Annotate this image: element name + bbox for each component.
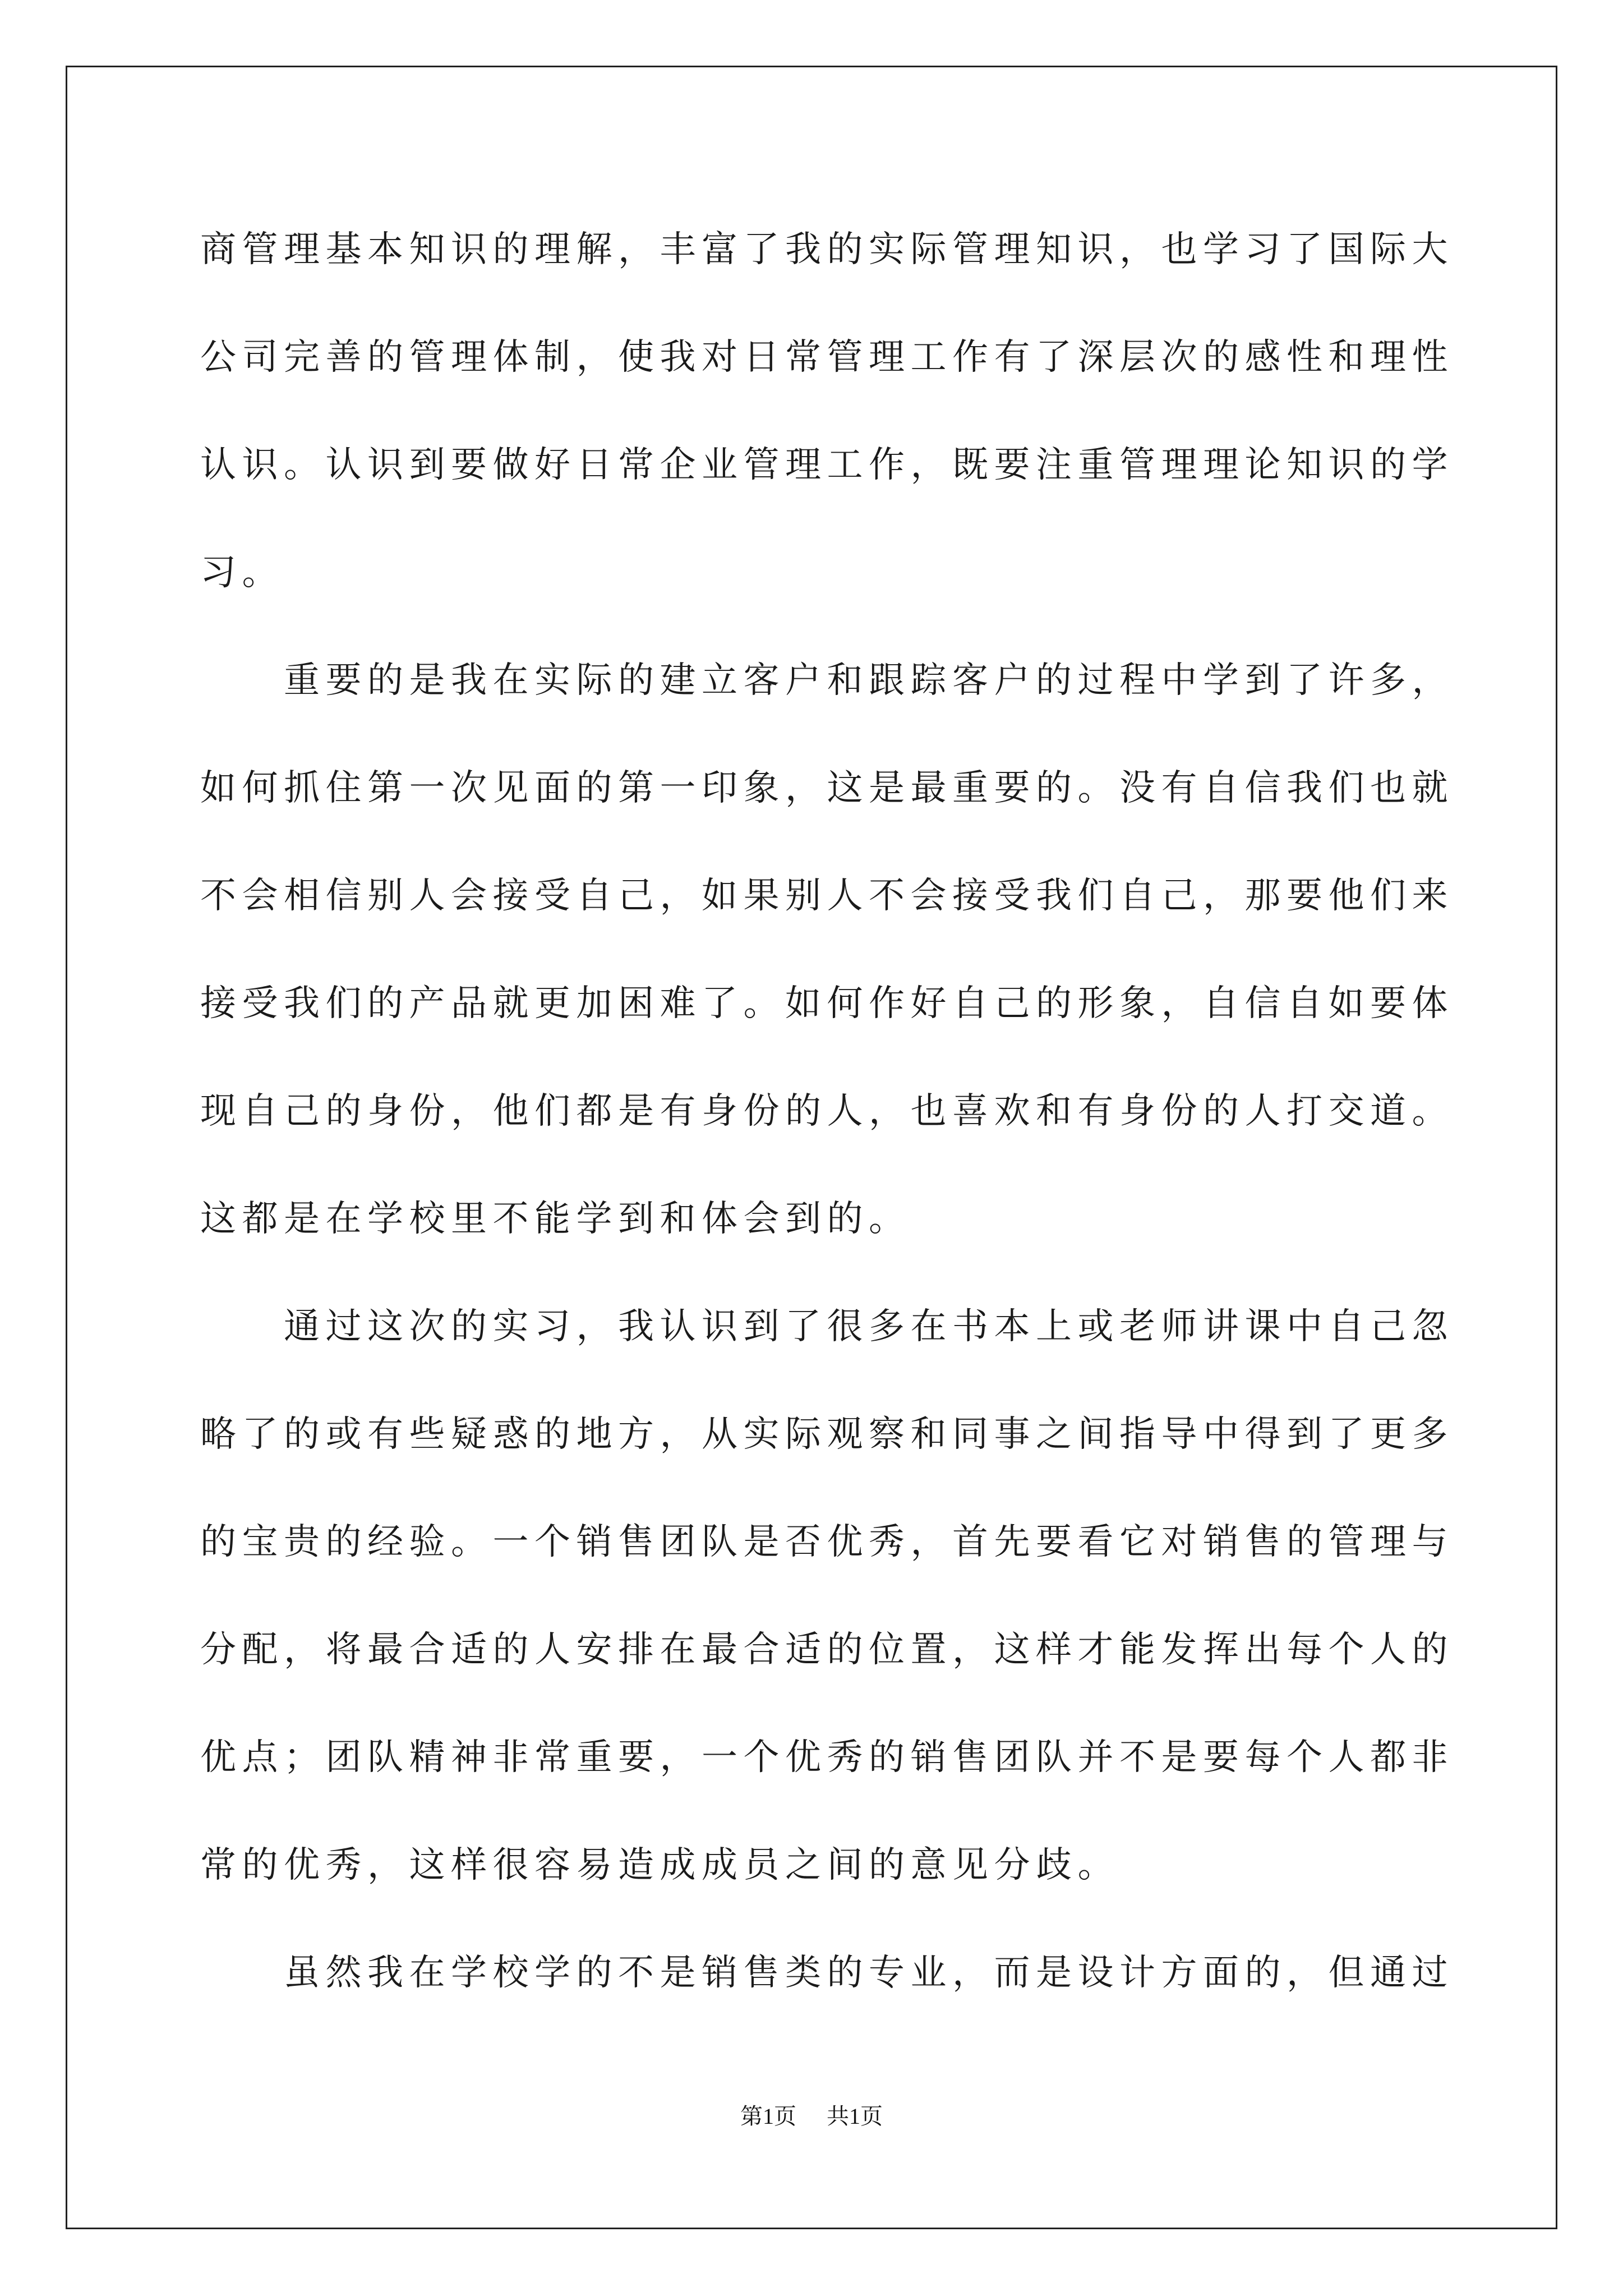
page-border	[66, 66, 1557, 2229]
text-line: 略了的或有些疑惑的地方，从实际观察和同事之间指导中得到了更多	[200, 1414, 1454, 1455]
text-line: 接受我们的产品就更加困难了。如何作好自己的形象，自信自如要体	[200, 983, 1454, 1024]
text-line: 优点；团队精神非常重要，一个优秀的销售团队并不是要每个人都非	[200, 1737, 1454, 1778]
text-line: 这都是在学校里不能学到和体会到的。	[200, 1198, 911, 1240]
text-line: 公司完善的管理体制，使我对日常管理工作有了深层次的感性和理性	[200, 337, 1454, 378]
text-line: 通过这次的实习，我认识到了很多在书本上或老师讲课中自己忽	[284, 1306, 1454, 1347]
text-line: 习。	[200, 552, 284, 593]
text-line: 分配，将最合适的人安排在最合适的位置，这样才能发挥出每个人的	[200, 1629, 1454, 1671]
text-line: 商管理基本知识的理解，丰富了我的实际管理知识，也学习了国际大	[200, 229, 1454, 270]
text-line: 常的优秀，这样很容易造成成员之间的意见分歧。	[200, 1844, 1119, 1886]
page-footer	[0, 2105, 1623, 2128]
text-line: 不会相信别人会接受自己，如果别人不会接受我们自己，那要他们来	[200, 875, 1454, 917]
text-line: 的宝贵的经验。一个销售团队是否优秀，首先要看它对销售的管理与	[200, 1521, 1454, 1563]
text-line: 如何抓住第一次见面的第一印象，这是最重要的。没有自信我们也就	[200, 767, 1454, 809]
page-total: 共1页	[827, 2104, 883, 2129]
text-line: 虽然我在学校学的不是销售类的专业，而是设计方面的，但通过	[284, 1952, 1454, 1994]
text-line: 认识。认识到要做好日常企业管理工作，既要注重管理理论知识的学	[200, 444, 1454, 486]
text-line: 现自己的身份，他们都是有身份的人，也喜欢和有身份的人打交道。	[200, 1091, 1454, 1132]
page-number: 第1页	[740, 2104, 796, 2129]
text-line: 重要的是我在实际的建立客户和跟踪客户的过程中学到了许多，	[284, 660, 1454, 701]
